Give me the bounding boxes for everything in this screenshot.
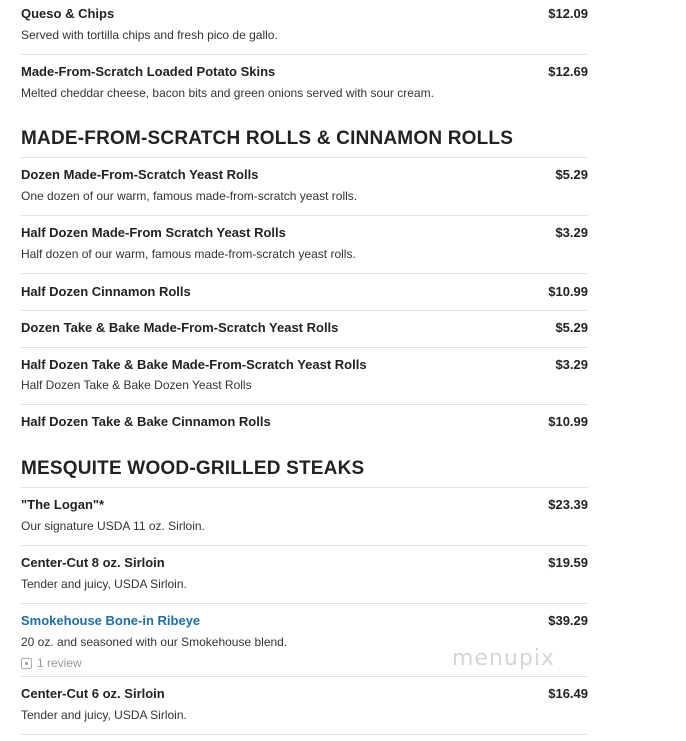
item-description: Half dozen of our warm, famous made-from-scratch yeast rolls. — [21, 247, 356, 261]
item-description: Served with tortilla chips and fresh pico de gallo. — [21, 28, 278, 42]
item-name: Center-Cut 6 oz. Sirloin — [21, 686, 165, 701]
menu-item — [21, 0, 588, 55]
item-name: Half Dozen Made-From Scratch Yeast Rolls — [21, 225, 286, 240]
section-title-steaks: MESQUITE WOOD-GRILLED STEAKS — [21, 458, 365, 479]
item-name: Half Dozen Take & Bake Made-From-Scratch Yeast Rolls — [21, 357, 367, 372]
menu-item — [21, 546, 588, 604]
menu-item — [21, 274, 588, 311]
item-price: $16.49 — [548, 686, 588, 701]
item-name: Half Dozen Take & Bake Cinnamon Rolls — [21, 414, 271, 429]
item-name: Half Dozen Cinnamon Rolls — [21, 284, 191, 299]
item-description: Our signature USDA 11 oz. Sirloin. — [21, 519, 205, 533]
item-price: $23.39 — [548, 497, 588, 512]
item-price: $3.29 — [555, 225, 588, 240]
item-price: $12.09 — [548, 6, 588, 21]
item-price: $3.29 — [555, 357, 588, 372]
item-description: One dozen of our warm, famous made-from-scratch yeast rolls. — [21, 189, 358, 203]
item-price: $5.29 — [555, 167, 588, 182]
menu-item — [21, 488, 588, 546]
section-title-rolls: MADE-FROM-SCRATCH ROLLS & CINNAMON ROLLS — [21, 128, 514, 149]
menu-item — [21, 311, 588, 348]
review-link[interactable] — [21, 656, 82, 670]
menu-item — [21, 55, 588, 107]
menu-item — [21, 677, 588, 735]
item-name: Queso & Chips — [21, 6, 115, 21]
watermark-logo: menupix — [452, 646, 555, 671]
item-price: $5.29 — [555, 320, 588, 335]
item-description: Melted cheddar cheese, bacon bits and green onions served with sour cream. — [21, 86, 434, 100]
item-description: Tender and juicy, USDA Sirloin. — [21, 708, 187, 722]
item-price: $12.69 — [548, 64, 588, 79]
review-count: 1 review — [37, 656, 82, 670]
item-name: Dozen Take & Bake Made-From-Scratch Yeast Rolls — [21, 320, 339, 335]
item-description: Tender and juicy, USDA Sirloin. — [21, 577, 187, 591]
item-name: Dozen Made-From-Scratch Yeast Rolls — [21, 167, 259, 182]
item-description: 20 oz. and seasoned with our Smokehouse blend. — [21, 635, 288, 649]
item-name: Center-Cut 8 oz. Sirloin — [21, 555, 165, 570]
item-name: "The Logan"* — [21, 497, 105, 512]
item-name: Made-From-Scratch Loaded Potato Skins — [21, 64, 276, 79]
review-icon — [21, 658, 32, 669]
menu-item — [21, 158, 588, 216]
item-price: $10.99 — [548, 414, 588, 429]
item-price: $10.99 — [548, 284, 588, 299]
item-description: Half Dozen Take & Bake Dozen Yeast Rolls — [21, 378, 252, 392]
menu-item — [21, 348, 588, 405]
menu-item — [21, 216, 588, 274]
item-price: $39.29 — [548, 613, 588, 628]
item-name-link[interactable]: Smokehouse Bone-in Ribeye — [21, 613, 201, 628]
item-price: $19.59 — [548, 555, 588, 570]
menu-item — [21, 405, 588, 439]
